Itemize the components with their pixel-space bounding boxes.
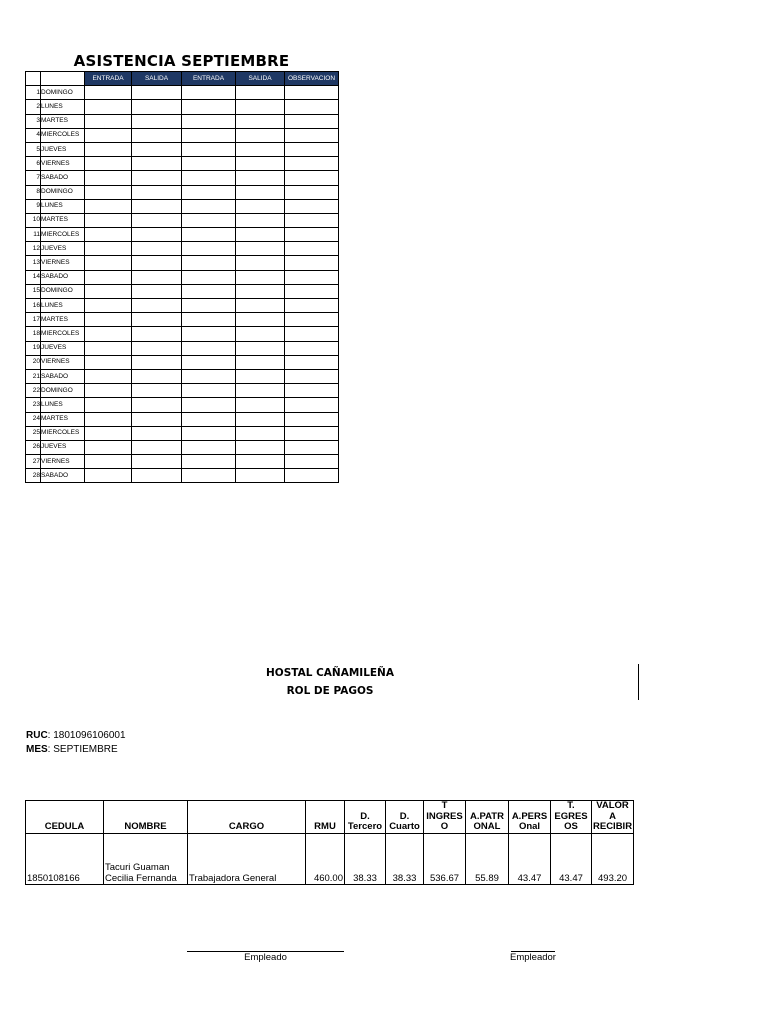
cell-cedula: 1850108166 xyxy=(26,833,104,884)
vertical-divider xyxy=(638,664,639,700)
header-valor-recibir xyxy=(592,801,634,834)
cell-a-personal: 43.47 xyxy=(509,833,551,884)
header-a-personal-l1: A.PERS xyxy=(511,810,548,822)
attendance-cell-salida-1[interactable] xyxy=(132,313,182,327)
attendance-row xyxy=(26,157,339,171)
header-nombre: NOMBRE xyxy=(104,801,188,834)
attendance-row-day: SABADO xyxy=(41,469,85,483)
attendance-cell-salida-2[interactable] xyxy=(236,398,285,412)
attendance-row xyxy=(26,327,339,341)
attendance-cell-observacion[interactable] xyxy=(285,228,339,242)
attendance-cell-entrada-2[interactable] xyxy=(182,213,236,227)
attendance-cell-salida-2[interactable] xyxy=(236,369,285,383)
attendance-row-day: DOMINGO xyxy=(41,86,85,100)
attendance-cell-observacion[interactable] xyxy=(285,242,339,256)
header-t-egresos xyxy=(551,801,592,834)
attendance-cell-salida-2[interactable] xyxy=(236,228,285,242)
attendance-row xyxy=(26,455,339,469)
attendance-cell-salida-1[interactable] xyxy=(132,228,182,242)
attendance-cell-observacion[interactable] xyxy=(285,327,339,341)
attendance-row-number: 11 xyxy=(26,228,41,242)
attendance-cell-entrada-1[interactable] xyxy=(85,128,132,142)
attendance-cell-entrada-2[interactable] xyxy=(182,440,236,454)
attendance-cell-salida-1[interactable] xyxy=(132,412,182,426)
attendance-cell-entrada-1[interactable] xyxy=(85,242,132,256)
header-t-ingreso-l2: INGRES xyxy=(426,810,463,822)
attendance-cell-entrada-2[interactable] xyxy=(182,142,236,156)
cell-t-ingreso: 536.67 xyxy=(424,833,466,884)
attendance-row xyxy=(26,341,339,355)
cell-t-egresos: 43.47 xyxy=(551,833,592,884)
attendance-row-number: 8 xyxy=(26,185,41,199)
attendance-row-day: JUEVES xyxy=(41,440,85,454)
header-t-ingreso xyxy=(424,801,466,834)
attendance-cell-salida-1[interactable] xyxy=(132,157,182,171)
attendance-row-number: 24 xyxy=(26,412,41,426)
mes-label: MES xyxy=(26,744,48,755)
attendance-row xyxy=(26,412,339,426)
attendance-row-number: 20 xyxy=(26,355,41,369)
attendance-cell-entrada-2[interactable] xyxy=(182,228,236,242)
attendance-cell-observacion[interactable] xyxy=(285,299,339,313)
header-t-egresos-l2: EGRES xyxy=(554,810,588,822)
header-valor-l1: VALOR xyxy=(596,800,629,811)
attendance-cell-entrada-2[interactable] xyxy=(182,185,236,199)
attendance-row-day: VIERNES xyxy=(41,355,85,369)
header-t-ingreso-l1: T xyxy=(441,800,448,811)
attendance-cell-entrada-2[interactable] xyxy=(182,369,236,383)
header-a-patronal xyxy=(466,801,509,834)
attendance-cell-entrada-1[interactable] xyxy=(85,426,132,440)
attendance-cell-salida-2[interactable] xyxy=(236,426,285,440)
attendance-cell-salida-1[interactable] xyxy=(132,213,182,227)
attendance-cell-salida-1[interactable] xyxy=(132,426,182,440)
attendance-cell-salida-2[interactable] xyxy=(236,299,285,313)
attendance-cell-entrada-1[interactable] xyxy=(85,440,132,454)
attendance-cell-salida-1[interactable] xyxy=(132,341,182,355)
mes-line xyxy=(26,744,118,755)
attendance-row xyxy=(26,228,339,242)
attendance-cell-salida-1[interactable] xyxy=(132,327,182,341)
attendance-row-number: 7 xyxy=(26,171,41,185)
attendance-row xyxy=(26,355,339,369)
attendance-header-day xyxy=(41,72,85,86)
header-valor-l3: RECIBIR xyxy=(593,821,633,832)
attendance-row-number: 15 xyxy=(26,284,41,298)
attendance-cell-salida-2[interactable] xyxy=(236,142,285,156)
attendance-row xyxy=(26,100,339,114)
attendance-cell-entrada-2[interactable] xyxy=(182,199,236,213)
attendance-cell-salida-1[interactable] xyxy=(132,86,182,100)
header-t-ingreso-l3: O xyxy=(440,821,449,832)
attendance-row-day: MARTES xyxy=(41,114,85,128)
attendance-cell-observacion[interactable] xyxy=(285,256,339,270)
attendance-cell-observacion[interactable] xyxy=(285,369,339,383)
attendance-row-number: 1 xyxy=(26,86,41,100)
attendance-cell-entrada-1[interactable] xyxy=(85,213,132,227)
attendance-cell-entrada-1[interactable] xyxy=(85,171,132,185)
header-rmu: RMU xyxy=(306,801,345,834)
attendance-row-number: 18 xyxy=(26,327,41,341)
attendance-cell-salida-2[interactable] xyxy=(236,128,285,142)
attendance-body xyxy=(26,86,339,483)
cell-cargo: Trabajadora General xyxy=(188,833,306,884)
cell-nombre-l1: Tacuri Guaman xyxy=(105,861,170,873)
attendance-cell-entrada-1[interactable] xyxy=(85,455,132,469)
attendance-row xyxy=(26,313,339,327)
attendance-cell-entrada-2[interactable] xyxy=(182,299,236,313)
attendance-cell-salida-1[interactable] xyxy=(132,128,182,142)
attendance-header-entrada-1: ENTRADA xyxy=(85,72,132,86)
attendance-row xyxy=(26,242,339,256)
cell-valor-recibir: 493.20 xyxy=(592,833,634,884)
attendance-cell-observacion[interactable] xyxy=(285,213,339,227)
payroll-row xyxy=(26,833,634,884)
attendance-cell-observacion[interactable] xyxy=(285,426,339,440)
header-t-egresos-l3: OS xyxy=(564,821,578,832)
attendance-cell-entrada-2[interactable] xyxy=(182,128,236,142)
attendance-row xyxy=(26,369,339,383)
attendance-cell-observacion[interactable] xyxy=(285,384,339,398)
attendance-cell-entrada-2[interactable] xyxy=(182,242,236,256)
attendance-cell-entrada-2[interactable] xyxy=(182,455,236,469)
attendance-row-number: 21 xyxy=(26,369,41,383)
attendance-cell-entrada-1[interactable] xyxy=(85,256,132,270)
header-d-tercero xyxy=(345,801,386,834)
attendance-cell-entrada-1[interactable] xyxy=(85,398,132,412)
attendance-cell-salida-1[interactable] xyxy=(132,369,182,383)
header-t-egresos-l1: T. xyxy=(567,800,575,811)
attendance-cell-observacion[interactable] xyxy=(285,398,339,412)
attendance-cell-salida-1[interactable] xyxy=(132,299,182,313)
attendance-row-number: 13 xyxy=(26,256,41,270)
header-d-tercero-l2: Tercero xyxy=(347,821,383,832)
payroll-title: ROL DE PAGOS xyxy=(286,685,374,697)
attendance-cell-entrada-2[interactable] xyxy=(182,384,236,398)
attendance-row-day: DOMINGO xyxy=(41,284,85,298)
attendance-cell-entrada-1[interactable] xyxy=(85,86,132,100)
attendance-cell-entrada-1[interactable] xyxy=(85,284,132,298)
attendance-cell-salida-1[interactable] xyxy=(132,355,182,369)
attendance-row-number: 26 xyxy=(26,440,41,454)
attendance-row-day: JUEVES xyxy=(41,142,85,156)
attendance-cell-observacion[interactable] xyxy=(285,412,339,426)
attendance-cell-salida-2[interactable] xyxy=(236,412,285,426)
attendance-row-day: JUEVES xyxy=(41,242,85,256)
attendance-row-day: VIERNES xyxy=(41,256,85,270)
attendance-cell-observacion[interactable] xyxy=(285,142,339,156)
attendance-cell-entrada-1[interactable] xyxy=(85,228,132,242)
attendance-row-day: SABADO xyxy=(41,369,85,383)
attendance-row-number: 10 xyxy=(26,213,41,227)
attendance-cell-observacion[interactable] xyxy=(285,128,339,142)
attendance-row xyxy=(26,440,339,454)
attendance-cell-salida-1[interactable] xyxy=(132,114,182,128)
attendance-row-number: 25 xyxy=(26,426,41,440)
attendance-row-number: 5 xyxy=(26,142,41,156)
attendance-row xyxy=(26,128,339,142)
attendance-cell-observacion[interactable] xyxy=(285,185,339,199)
attendance-cell-observacion[interactable] xyxy=(285,469,339,483)
attendance-row xyxy=(26,384,339,398)
attendance-cell-observacion[interactable] xyxy=(285,341,339,355)
attendance-cell-observacion[interactable] xyxy=(285,270,339,284)
attendance-row-number: 28 xyxy=(26,469,41,483)
attendance-row-day: LUNES xyxy=(41,398,85,412)
attendance-cell-salida-1[interactable] xyxy=(132,398,182,412)
attendance-cell-salida-1[interactable] xyxy=(132,284,182,298)
attendance-cell-entrada-1[interactable] xyxy=(85,142,132,156)
attendance-row-number: 6 xyxy=(26,157,41,171)
header-cargo: CARGO xyxy=(188,801,306,834)
attendance-row xyxy=(26,284,339,298)
attendance-cell-salida-1[interactable] xyxy=(132,242,182,256)
attendance-cell-salida-2[interactable] xyxy=(236,213,285,227)
cell-nombre-l2: Cecilia Fernanda xyxy=(105,872,177,884)
attendance-cell-observacion[interactable] xyxy=(285,199,339,213)
attendance-cell-observacion[interactable] xyxy=(285,171,339,185)
attendance-cell-salida-2[interactable] xyxy=(236,355,285,369)
attendance-cell-salida-2[interactable] xyxy=(236,199,285,213)
attendance-cell-entrada-1[interactable] xyxy=(85,313,132,327)
attendance-row-day: SABADO xyxy=(41,171,85,185)
cell-a-patronal: 55.89 xyxy=(466,833,509,884)
attendance-cell-salida-1[interactable] xyxy=(132,469,182,483)
attendance-cell-salida-2[interactable] xyxy=(236,157,285,171)
header-a-patronal-l2: ONAL xyxy=(473,821,501,832)
attendance-row-day: DOMINGO xyxy=(41,384,85,398)
attendance-cell-entrada-2[interactable] xyxy=(182,426,236,440)
attendance-row-day: VIERNES xyxy=(41,455,85,469)
attendance-cell-entrada-2[interactable] xyxy=(182,100,236,114)
attendance-cell-salida-1[interactable] xyxy=(132,142,182,156)
attendance-row-number: 12 xyxy=(26,242,41,256)
attendance-cell-salida-2[interactable] xyxy=(236,284,285,298)
attendance-cell-salida-2[interactable] xyxy=(236,384,285,398)
company-name: HOSTAL CAÑAMILEÑA xyxy=(266,667,394,679)
attendance-row-day: MIERCOLES xyxy=(41,228,85,242)
attendance-row-number: 2 xyxy=(26,100,41,114)
attendance-row-day: MIERCOLES xyxy=(41,128,85,142)
attendance-row-day: MIERCOLES xyxy=(41,327,85,341)
attendance-cell-entrada-2[interactable] xyxy=(182,157,236,171)
attendance-cell-observacion[interactable] xyxy=(285,355,339,369)
attendance-row-day: VIERNES xyxy=(41,157,85,171)
attendance-row-number: 16 xyxy=(26,299,41,313)
header-d-cuarto-l1: D. xyxy=(399,810,410,822)
attendance-cell-entrada-1[interactable] xyxy=(85,369,132,383)
attendance-row-day: JUEVES xyxy=(41,341,85,355)
attendance-cell-entrada-1[interactable] xyxy=(85,469,132,483)
attendance-cell-entrada-2[interactable] xyxy=(182,270,236,284)
attendance-row xyxy=(26,171,339,185)
attendance-cell-salida-2[interactable] xyxy=(236,242,285,256)
attendance-cell-entrada-1[interactable] xyxy=(85,157,132,171)
attendance-row xyxy=(26,185,339,199)
attendance-cell-entrada-1[interactable] xyxy=(85,270,132,284)
attendance-row xyxy=(26,426,339,440)
attendance-row-day: SABADO xyxy=(41,270,85,284)
attendance-cell-salida-2[interactable] xyxy=(236,256,285,270)
attendance-title: ASISTENCIA SEPTIEMBRE xyxy=(73,52,290,70)
attendance-cell-observacion[interactable] xyxy=(285,114,339,128)
attendance-cell-entrada-2[interactable] xyxy=(182,398,236,412)
attendance-row-number: 14 xyxy=(26,270,41,284)
attendance-cell-entrada-1[interactable] xyxy=(85,185,132,199)
attendance-cell-salida-2[interactable] xyxy=(236,86,285,100)
attendance-row-day: LUNES xyxy=(41,100,85,114)
attendance-cell-entrada-1[interactable] xyxy=(85,355,132,369)
attendance-cell-entrada-1[interactable] xyxy=(85,327,132,341)
attendance-table xyxy=(25,71,339,483)
attendance-row-number: 9 xyxy=(26,199,41,213)
attendance-cell-salida-2[interactable] xyxy=(236,440,285,454)
attendance-cell-entrada-2[interactable] xyxy=(182,355,236,369)
attendance-cell-observacion[interactable] xyxy=(285,157,339,171)
attendance-row xyxy=(26,86,339,100)
attendance-cell-entrada-1[interactable] xyxy=(85,114,132,128)
attendance-cell-entrada-2[interactable] xyxy=(182,171,236,185)
attendance-cell-entrada-2[interactable] xyxy=(182,86,236,100)
attendance-cell-entrada-2[interactable] xyxy=(182,284,236,298)
attendance-row xyxy=(26,256,339,270)
attendance-cell-salida-1[interactable] xyxy=(132,199,182,213)
header-d-tercero-l1: D. xyxy=(360,810,370,822)
ruc-line xyxy=(26,730,126,741)
attendance-cell-entrada-2[interactable] xyxy=(182,256,236,270)
attendance-row-day: LUNES xyxy=(41,299,85,313)
attendance-cell-salida-2[interactable] xyxy=(236,469,285,483)
attendance-cell-observacion[interactable] xyxy=(285,284,339,298)
attendance-row-number: 23 xyxy=(26,398,41,412)
attendance-cell-salida-1[interactable] xyxy=(132,185,182,199)
attendance-cell-entrada-1[interactable] xyxy=(85,100,132,114)
attendance-cell-salida-2[interactable] xyxy=(236,185,285,199)
attendance-row xyxy=(26,398,339,412)
attendance-row-number: 4 xyxy=(26,128,41,142)
attendance-cell-entrada-1[interactable] xyxy=(85,299,132,313)
attendance-cell-salida-2[interactable] xyxy=(236,171,285,185)
attendance-cell-observacion[interactable] xyxy=(285,313,339,327)
attendance-cell-salida-1[interactable] xyxy=(132,270,182,284)
header-cedula: CEDULA xyxy=(26,801,104,834)
header-d-cuarto xyxy=(386,801,424,834)
attendance-cell-entrada-2[interactable] xyxy=(182,469,236,483)
attendance-row xyxy=(26,270,339,284)
attendance-row-day: MARTES xyxy=(41,412,85,426)
header-d-cuarto-l2: Cuarto xyxy=(389,821,420,832)
ruc-label: RUC xyxy=(26,730,48,741)
attendance-cell-salida-1[interactable] xyxy=(132,100,182,114)
signature-label-empleado: Empleado xyxy=(244,952,287,963)
attendance-cell-salida-2[interactable] xyxy=(236,327,285,341)
attendance-cell-salida-2[interactable] xyxy=(236,114,285,128)
attendance-cell-entrada-1[interactable] xyxy=(85,341,132,355)
cell-d-tercero: 38.33 xyxy=(345,833,386,884)
payroll-header-row xyxy=(26,801,634,834)
attendance-cell-observacion[interactable] xyxy=(285,455,339,469)
attendance-row-number: 19 xyxy=(26,341,41,355)
attendance-row-day: LUNES xyxy=(41,199,85,213)
attendance-cell-salida-2[interactable] xyxy=(236,100,285,114)
attendance-row-day: MARTES xyxy=(41,213,85,227)
attendance-header-entrada-2: ENTRADA xyxy=(182,72,236,86)
attendance-row-number: 22 xyxy=(26,384,41,398)
attendance-header-salida-2: SALIDA xyxy=(236,72,285,86)
attendance-row-day: MARTES xyxy=(41,313,85,327)
attendance-cell-salida-2[interactable] xyxy=(236,270,285,284)
attendance-cell-salida-2[interactable] xyxy=(236,455,285,469)
attendance-cell-entrada-2[interactable] xyxy=(182,327,236,341)
attendance-header-num xyxy=(26,72,41,86)
attendance-header-salida-1: SALIDA xyxy=(132,72,182,86)
attendance-row-number: 27 xyxy=(26,455,41,469)
attendance-header-row xyxy=(26,72,339,86)
cell-nombre xyxy=(104,833,188,884)
attendance-header-observacion: OBSERVACION xyxy=(285,72,339,86)
attendance-cell-salida-1[interactable] xyxy=(132,384,182,398)
attendance-cell-entrada-1[interactable] xyxy=(85,199,132,213)
attendance-row-number: 3 xyxy=(26,114,41,128)
attendance-row xyxy=(26,213,339,227)
attendance-cell-entrada-2[interactable] xyxy=(182,313,236,327)
attendance-cell-salida-1[interactable] xyxy=(132,455,182,469)
attendance-row xyxy=(26,114,339,128)
cell-rmu: 460.00 xyxy=(306,833,345,884)
attendance-row xyxy=(26,469,339,483)
attendance-cell-observacion[interactable] xyxy=(285,440,339,454)
attendance-row-day: DOMINGO xyxy=(41,185,85,199)
attendance-row-day: MIERCOLES xyxy=(41,426,85,440)
attendance-row xyxy=(26,299,339,313)
attendance-row xyxy=(26,142,339,156)
mes-value: : SEPTIEMBRE xyxy=(47,744,118,755)
attendance-cell-entrada-2[interactable] xyxy=(182,412,236,426)
attendance-cell-observacion[interactable] xyxy=(285,100,339,114)
attendance-cell-entrada-2[interactable] xyxy=(182,114,236,128)
signature-label-empleador: Empleador xyxy=(510,952,556,963)
attendance-row xyxy=(26,199,339,213)
attendance-cell-salida-1[interactable] xyxy=(132,171,182,185)
attendance-cell-salida-1[interactable] xyxy=(132,256,182,270)
attendance-cell-entrada-1[interactable] xyxy=(85,384,132,398)
header-a-patronal-l1: A.PATR xyxy=(470,810,504,822)
attendance-cell-observacion[interactable] xyxy=(285,86,339,100)
attendance-cell-salida-2[interactable] xyxy=(236,341,285,355)
header-valor-l2: A xyxy=(609,810,616,822)
attendance-cell-salida-1[interactable] xyxy=(132,440,182,454)
header-a-personal-l2: Onal xyxy=(518,821,541,832)
attendance-row-number: 17 xyxy=(26,313,41,327)
payroll-table xyxy=(25,800,634,885)
attendance-cell-entrada-1[interactable] xyxy=(85,412,132,426)
ruc-value: : 1801096106001 xyxy=(47,730,126,741)
cell-d-cuarto: 38.33 xyxy=(386,833,424,884)
attendance-cell-salida-2[interactable] xyxy=(236,313,285,327)
header-a-personal xyxy=(509,801,551,834)
attendance-cell-entrada-2[interactable] xyxy=(182,341,236,355)
